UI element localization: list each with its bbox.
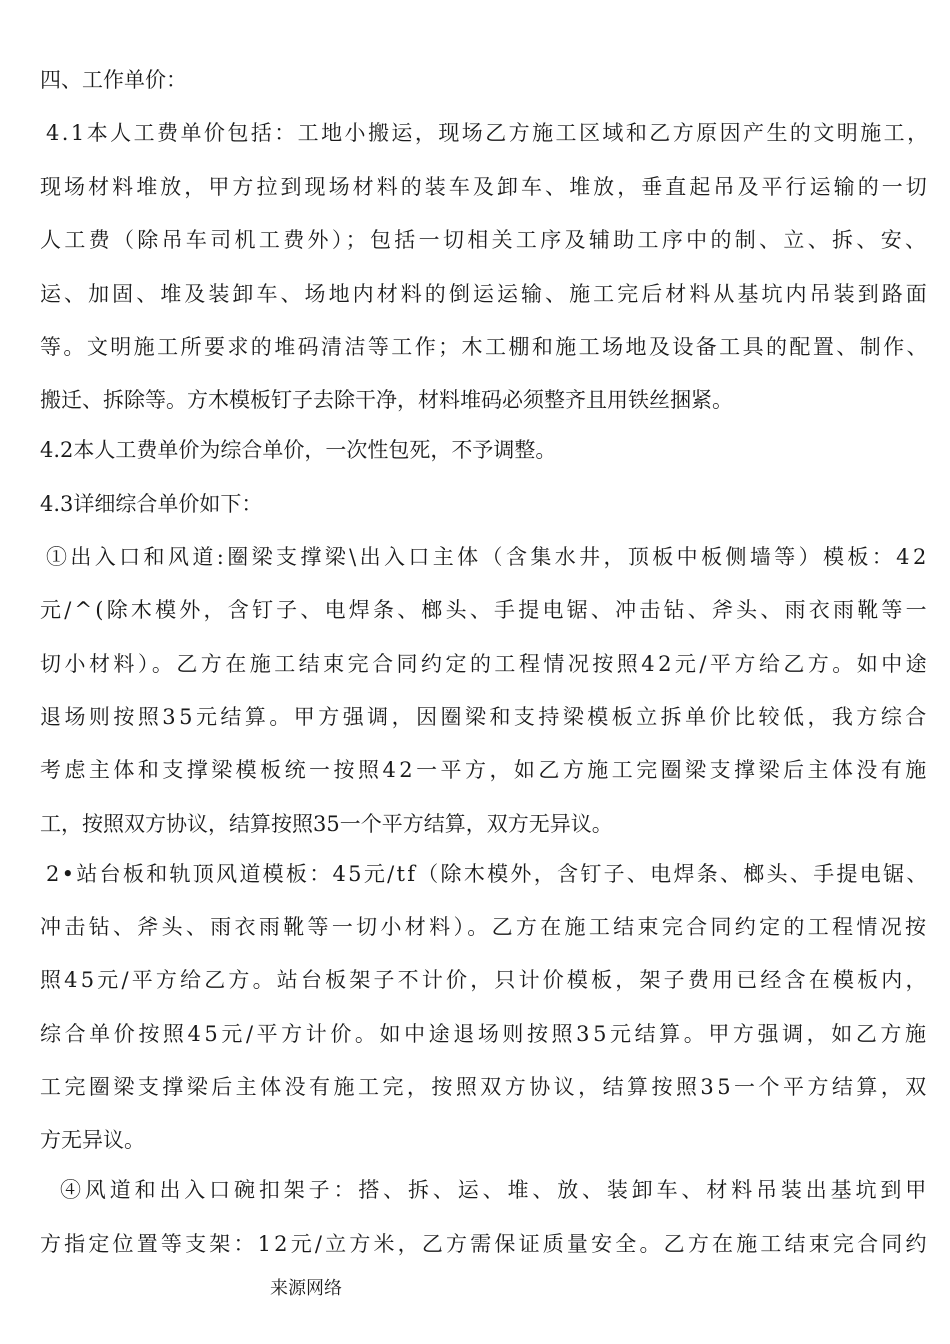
item2-line-6: 方无异议。 bbox=[40, 1128, 145, 1152]
p41-line-2: 现场材料堆放，甲方拉到现场材料的装车及卸车、堆放，垂直起吊及平行运输的一切 bbox=[40, 175, 930, 199]
p41-line-4: 运、加固、堆及装卸车、场地内材料的倒运运输、施工完后材料从基坑内吊装到路面 bbox=[40, 282, 930, 306]
p41-line-1: 4.1本人工费单价包括：工地小搬运，现场乙方施工区域和乙方原因产生的文明施工， bbox=[46, 121, 931, 145]
item1-line-3: 切小材料）。乙方在施工结束完合同约定的工程情况按照42元/平方给乙方。如中途 bbox=[40, 652, 931, 676]
item1-line-2: 元/^(除木模外，含钉子、电焊条、榔头、手提电锯、冲击钻、斧头、雨衣雨靴等一 bbox=[40, 598, 930, 622]
item2-line-5: 工完圈梁支撑梁后主体没有施工完，按照双方协议，结算按照35一个平方结算，双 bbox=[40, 1075, 930, 1099]
item4-line-2: 方指定位置等支架：12元/立方米，乙方需保证质量安全。乙方在施工结束完合同约 bbox=[40, 1232, 930, 1256]
footer-source: 来源网络 bbox=[270, 1278, 342, 1299]
item2-line-4: 综合单价按照45元/平方计价。如中途退场则按照35元结算。甲方强调，如乙方施 bbox=[40, 1022, 930, 1046]
item1-line-6: 工，按照双方协议，结算按照35一个平方结算，双方无异议。 bbox=[40, 812, 613, 836]
item1-line-5: 考虑主体和支撑梁模板统一按照42一平方，如乙方施工完圈梁支撑梁后主体没有施 bbox=[40, 758, 930, 782]
item4-line-1: ④风道和出入口碗扣架子：搭、拆、运、堆、放、装卸车、材料吊装出基坑到甲 bbox=[60, 1178, 931, 1202]
section-heading: 四、工作单价： bbox=[40, 68, 187, 92]
item1-line-1: ①出入口和风道:圈梁支撑梁\出入口主体（含集水井，顶板中板侧墙等）模板：42 bbox=[46, 545, 930, 569]
p41-line-5: 等。文明施工所要求的堆码清洁等工作；木工棚和施工场地及设备工具的配置、制作、 bbox=[40, 335, 930, 359]
item2-line-3: 照45元/平方给乙方。站台板架子不计价，只计价模板，架子费用已经含在模板内， bbox=[40, 968, 930, 992]
p42-line: 4.2本人工费单价为综合单价，一次性包死，不予调整。 bbox=[40, 438, 557, 462]
item1-line-4: 退场则按照35元结算。甲方强调，因圈梁和支持梁模板立拆单价比较低，我方综合 bbox=[40, 705, 930, 729]
item2-line-1: 2•站台板和轨顶风道模板：45元/tf（除木模外，含钉子、电焊条、榔头、手提电锯、 bbox=[46, 862, 930, 886]
p41-line-3: 人工费（除吊车司机工费外）；包括一切相关工序及辅助工序中的制、立、拆、安、 bbox=[40, 228, 930, 252]
item2-line-2: 冲击钻、斧头、雨衣雨靴等一切小材料）。乙方在施工结束完合同约定的工程情况按 bbox=[40, 915, 930, 939]
p43-line: 4.3详细综合单价如下： bbox=[40, 492, 263, 516]
p41-line-6: 搬迁、拆除等。方木模板钉子去除干净，材料堆码必须整齐且用铁丝捆紧。 bbox=[40, 388, 733, 412]
